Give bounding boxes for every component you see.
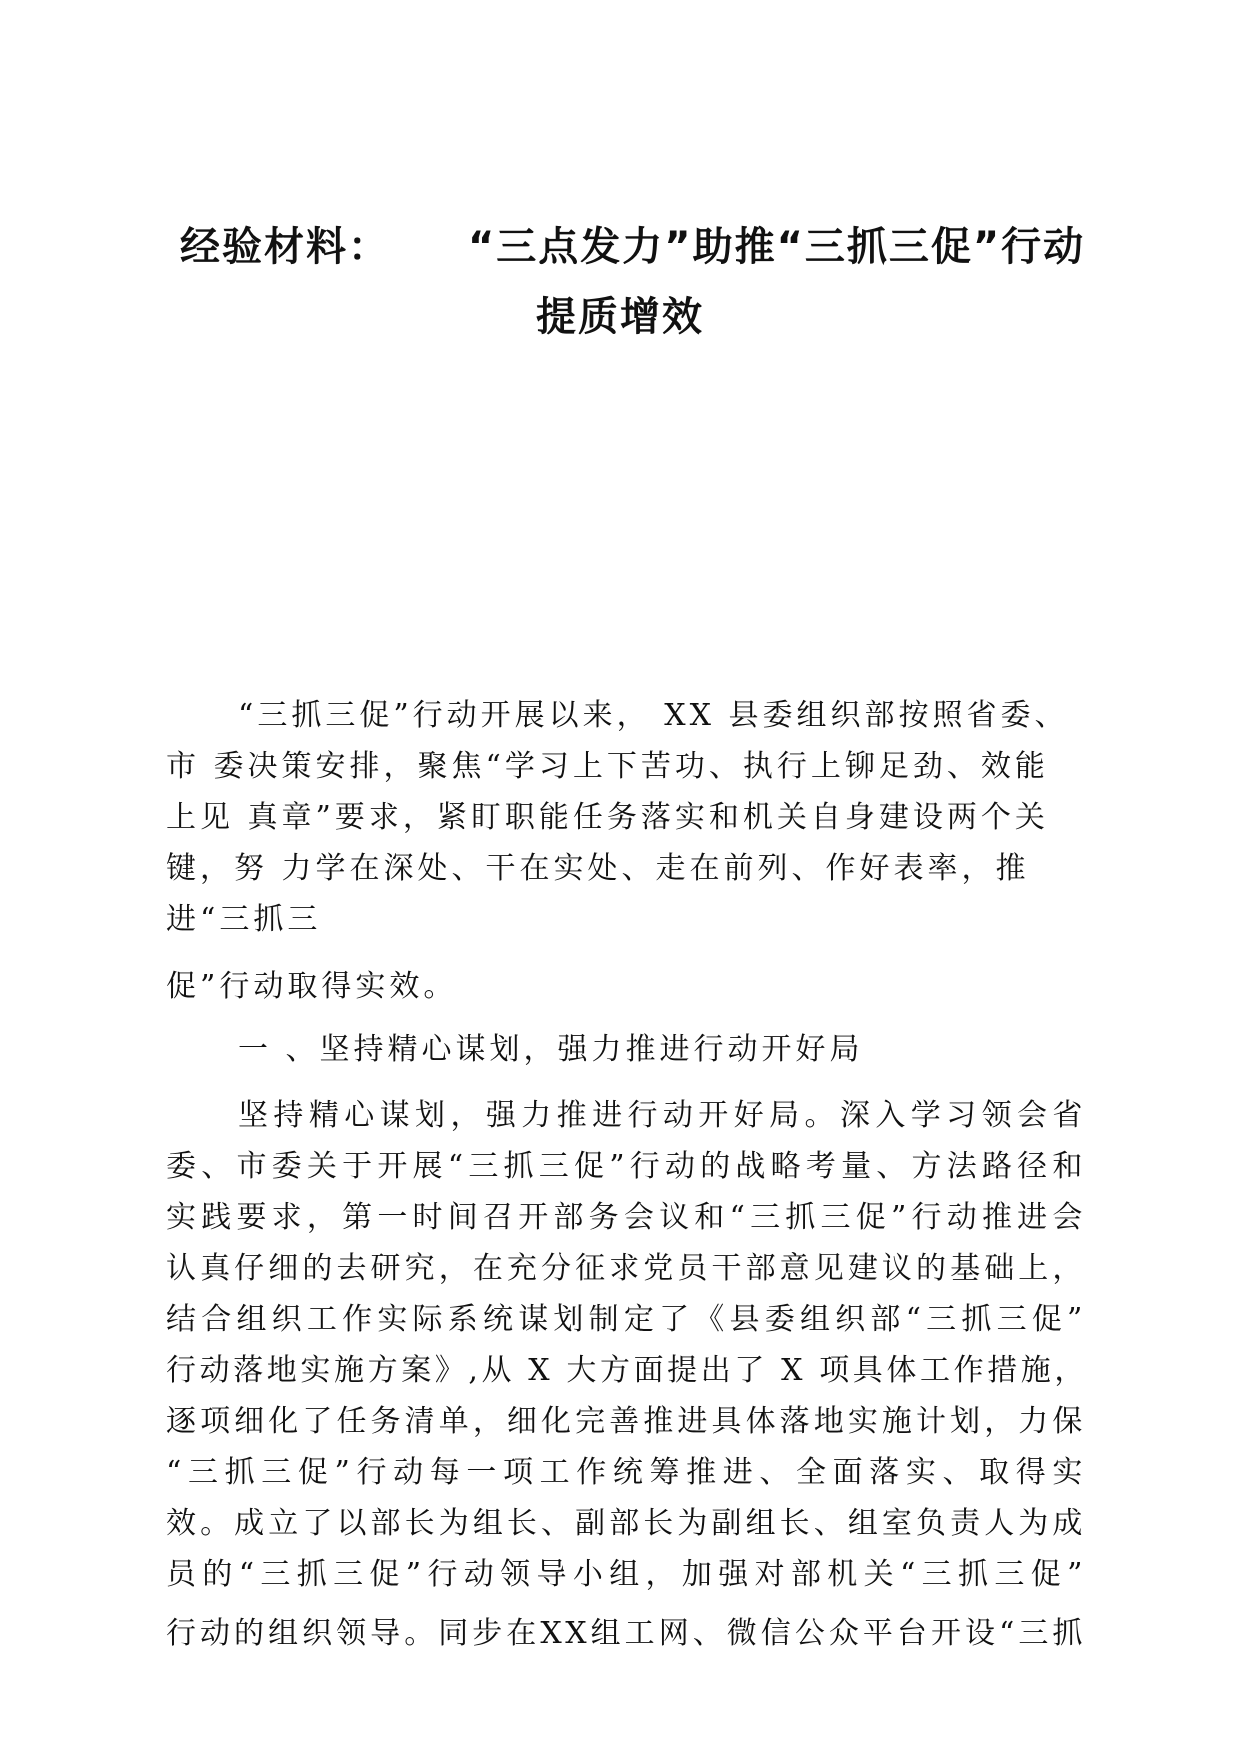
intro-line: 上见 真章”要求，紧盯职能任务落实和机关自身建设两个关 bbox=[166, 800, 1049, 835]
intro-line: 促”行动取得实效。 bbox=[166, 969, 458, 1004]
title-line-2: 提质增效 bbox=[536, 294, 704, 340]
paragraph-line: 委、市委关于开展“三抓三促”行动的战略考量、方法路径和 bbox=[166, 1149, 1086, 1184]
intro-line: 键，努 力学在深处、干在实处、走在前列、作好表率，推 bbox=[166, 851, 1030, 886]
paragraph-line: “三抓三促”行动每一项工作统筹推进、全面落实、取得实 bbox=[166, 1455, 1086, 1490]
title-main: “三点发力”助推“三抓三促”行动 bbox=[468, 224, 1086, 270]
intro-line: 进“三抓三 bbox=[166, 902, 322, 937]
intro-line: “三抓三促”行动开展以来， XX 县委组织部按照省委、 bbox=[238, 698, 1069, 733]
paragraph-line: 员的“三抓三促”行动领导小组，加强对部机关“三抓三促” bbox=[166, 1557, 1086, 1592]
paragraph-line: 认真仔细的去研究，在充分征求党员干部意见建议的基础上， bbox=[166, 1251, 1086, 1286]
section-paragraph bbox=[166, 1090, 1086, 1659]
section-heading: 一 、坚持精心谋划，强力推进行动开好局 bbox=[238, 1032, 864, 1067]
title-prefix: 经验材料： bbox=[180, 224, 390, 270]
paragraph-line: 坚持精心谋划，强力推进行动开好局。深入学习领会省 bbox=[238, 1098, 1086, 1133]
intro-paragraph bbox=[166, 690, 1096, 1012]
paragraph-line: 行动落地实施方案》,从 X 大方面提出了 X 项具体工作措施， bbox=[166, 1353, 1088, 1388]
paragraph-line: 结合组织工作实际系统谋划制定了《县委组织部“三抓三促” bbox=[166, 1302, 1086, 1337]
paragraph-line: 行动的组织领导。同步在XX组工网、微信公众平台开设“三抓 bbox=[166, 1616, 1086, 1651]
paragraph-line: 实践要求，第一时间召开部务会议和“三抓三促”行动推进会 bbox=[166, 1200, 1086, 1235]
paragraph-line: 逐项细化了任务清单，细化完善推进具体落地实施计划，力保 bbox=[166, 1404, 1086, 1439]
intro-line: 市 委决策安排，聚焦“学习上下苦功、执行上铆足劲、效能 bbox=[166, 749, 1049, 784]
paragraph-line: 效。成立了以部长为组长、副部长为副组长、组室负责人为成 bbox=[166, 1506, 1086, 1541]
title-line-1 bbox=[180, 212, 1086, 282]
document-title bbox=[180, 212, 1086, 352]
